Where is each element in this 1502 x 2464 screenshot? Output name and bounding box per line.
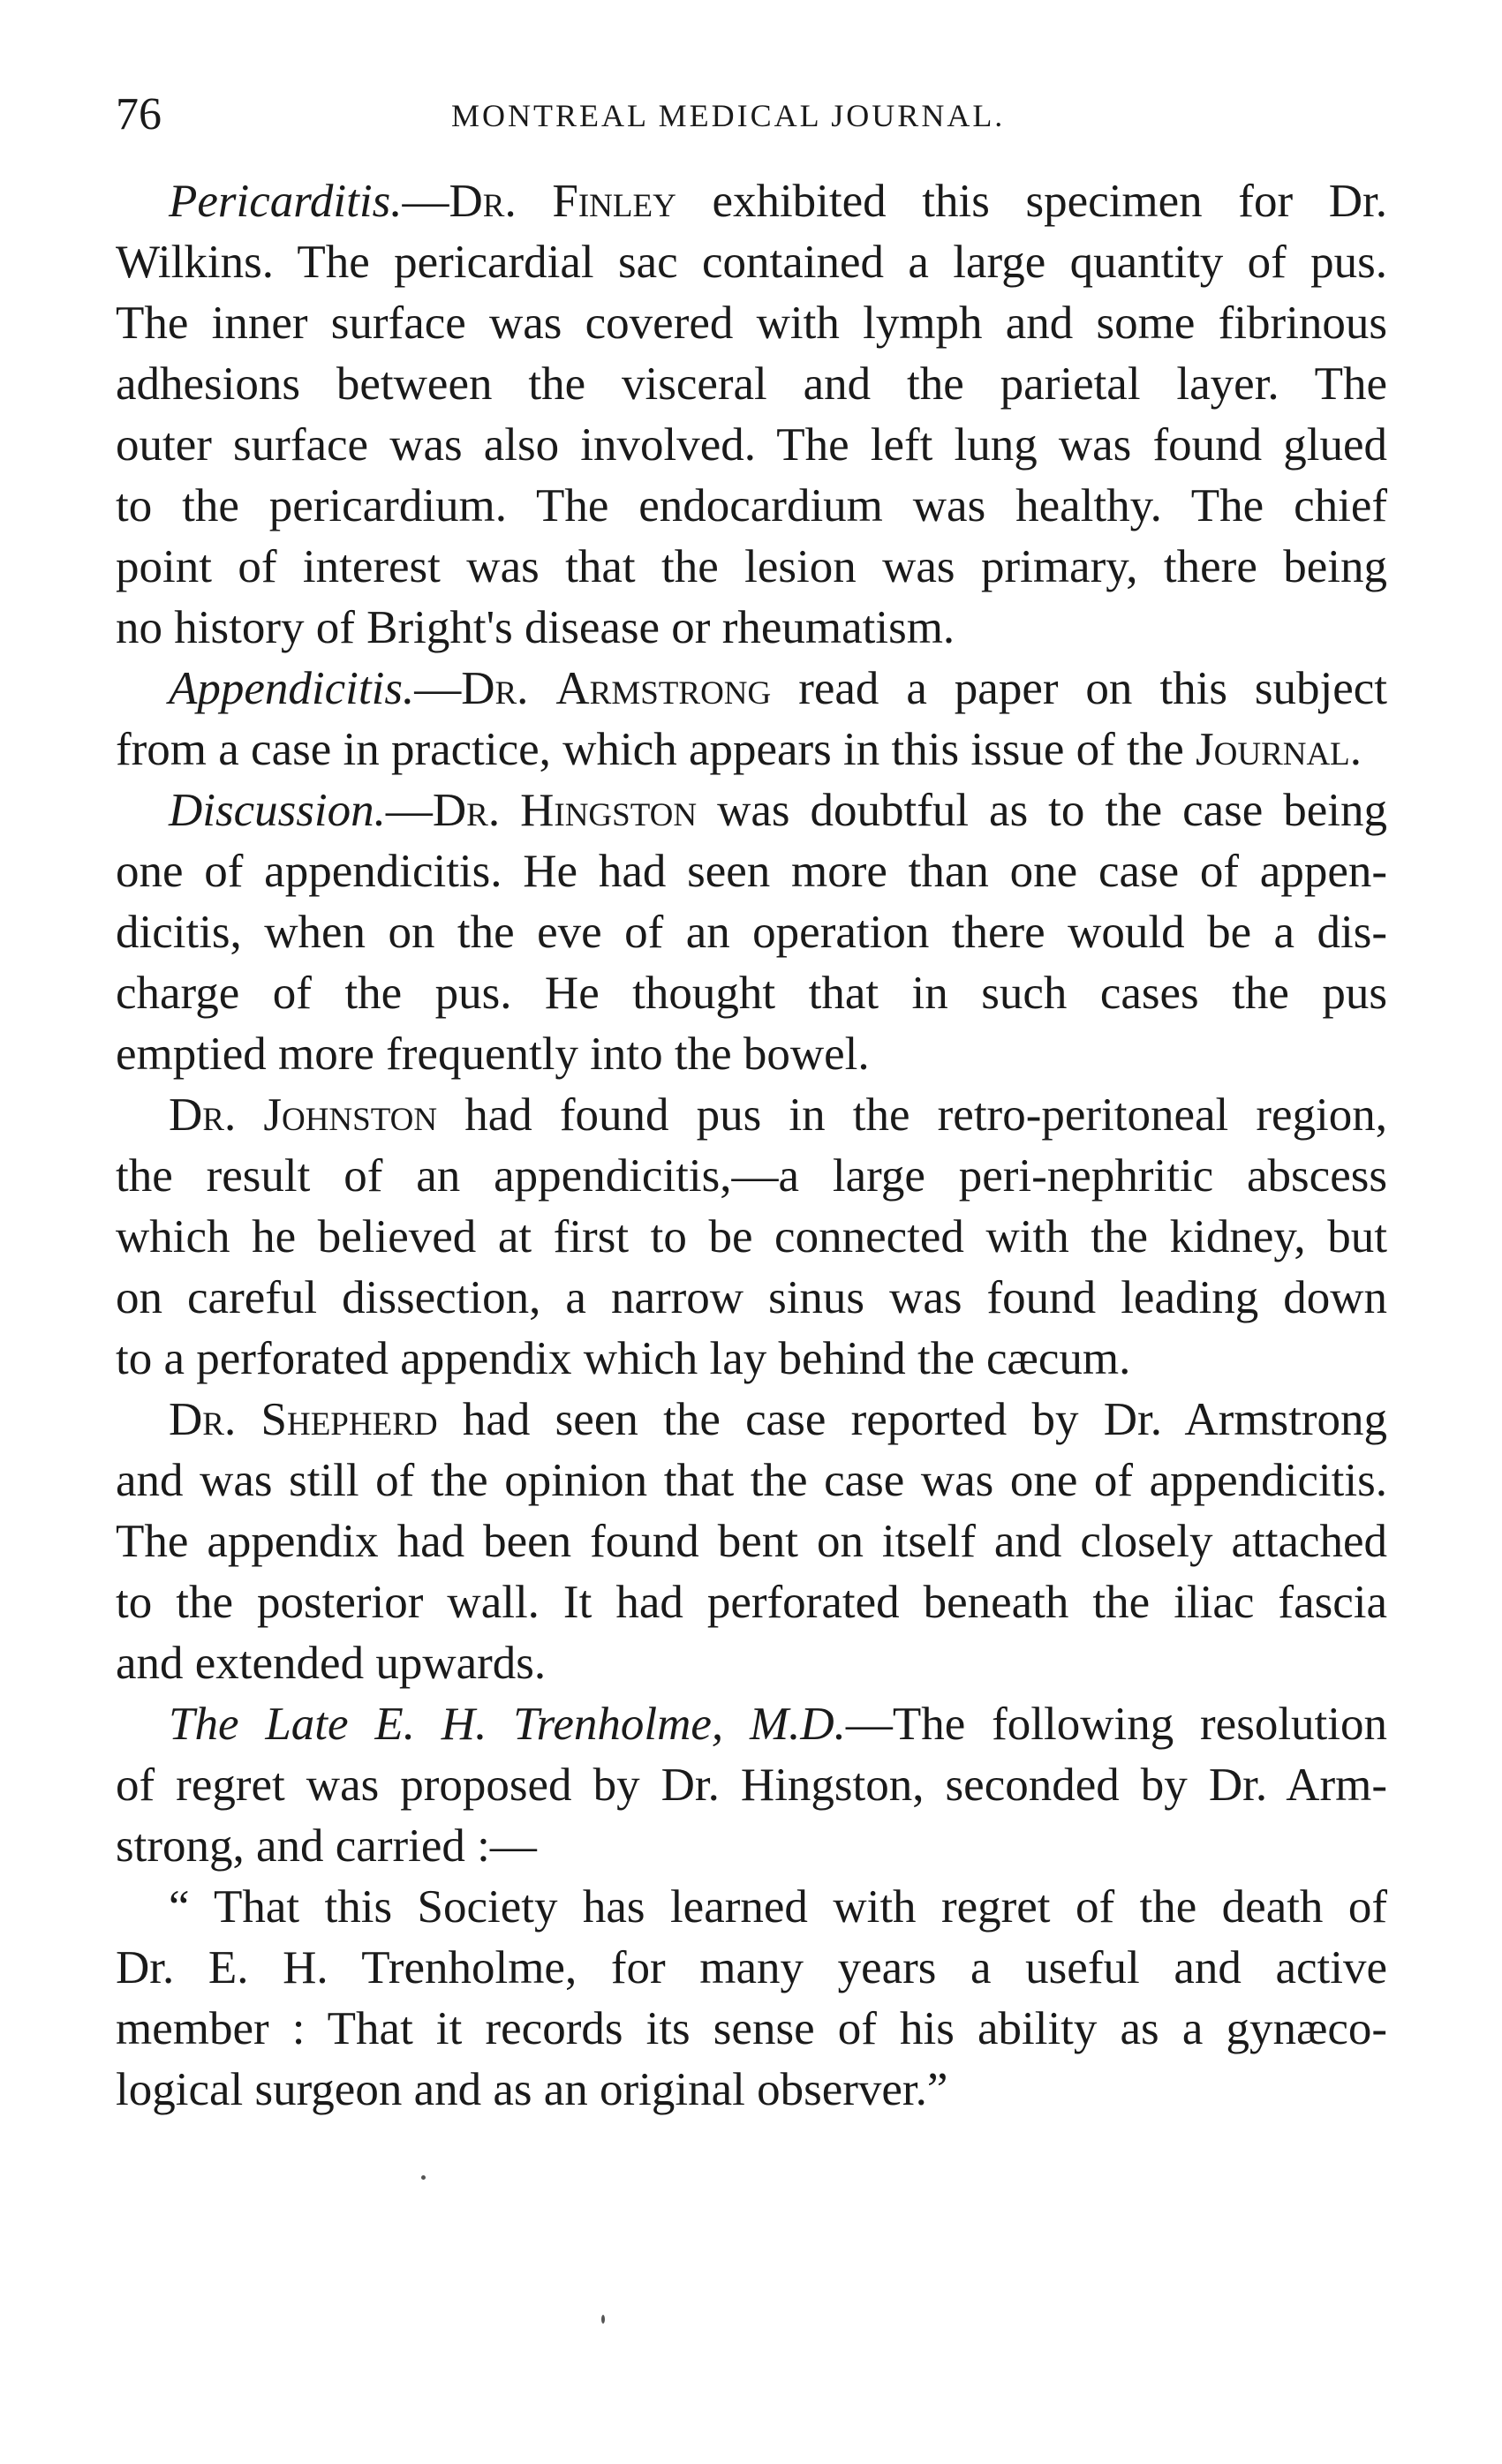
ink-speck bbox=[421, 2175, 426, 2180]
text-line: and extended upwards. bbox=[116, 1638, 547, 1689]
text-line: logical surgeon and as an original observer.” bbox=[116, 2064, 948, 2115]
text-line: the result of an appendicitis,—a large peri-nephritic abscess bbox=[116, 1150, 1387, 1202]
doctor-name-finley: Finley bbox=[552, 176, 676, 227]
page-number: 76 bbox=[116, 89, 162, 139]
text-line: member : That it records its sense of his ability as a gynæco- bbox=[116, 2003, 1387, 2054]
doctor-name-hingston: Hingston bbox=[520, 785, 698, 836]
doctor-name-armstrong: Armstrong bbox=[555, 663, 772, 714]
text-line: and was still of the opinion that the case was one of appendicitis. bbox=[116, 1455, 1387, 1506]
text-run: was doubtful as to the case being bbox=[697, 785, 1387, 836]
doctor-title: Dr. bbox=[169, 1089, 237, 1141]
text-line: of regret was proposed by Dr. Hingston, seconded by Dr. Arm- bbox=[116, 1759, 1387, 1811]
doctor-title: Dr. bbox=[461, 663, 529, 714]
text-line: strong, and carried :— bbox=[116, 1820, 537, 1872]
text-run: from a case in practice, which appears in this issue of the bbox=[116, 724, 1196, 775]
text-line: point of interest was that the lesion was primary, there being bbox=[116, 541, 1387, 592]
text-line: which he believed at first to be connected with the kidney, but bbox=[116, 1211, 1387, 1262]
text-line: dicitis, when on the eve of an operation there would be a dis- bbox=[116, 907, 1387, 958]
section-title-pericarditis: Pericarditis. bbox=[169, 176, 403, 227]
text-run: had seen the case reported by Dr. Armstrong bbox=[437, 1394, 1387, 1445]
text-run: had found pus in the retro-peritoneal region, bbox=[437, 1089, 1387, 1141]
text-line: The appendix had been found bent on itself and closely attached bbox=[116, 1516, 1387, 1567]
text-run: read a paper on this subject bbox=[771, 663, 1387, 714]
paragraph-discussion-line bbox=[116, 780, 1387, 841]
text-line: The inner surface was covered with lymph and some fibrinous bbox=[116, 298, 1387, 349]
paragraph-trenholme-line bbox=[116, 1694, 1387, 1755]
text-line: charge of the pus. He thought that in such cases the pus bbox=[116, 968, 1387, 1019]
paragraph-pericarditis-line bbox=[116, 171, 1387, 232]
text-line bbox=[116, 720, 1387, 780]
dash: — bbox=[402, 176, 449, 227]
section-title-discussion: Discussion. bbox=[169, 785, 386, 836]
resolution-quote-line: “ That this Society has learned with regret of the death of bbox=[169, 1881, 1387, 1933]
text-line: emptied more frequently into the bowel. bbox=[116, 1029, 870, 1080]
text-line: adhesions between the visceral and the parietal layer. The bbox=[116, 358, 1387, 410]
paragraph-shepherd-line bbox=[116, 1390, 1387, 1451]
paragraph-johnston-line bbox=[116, 1085, 1387, 1146]
text-line: Dr. E. H. Trenholme, for many years a useful and active bbox=[116, 1942, 1387, 1993]
text-run: exhibited this specimen for Dr. bbox=[676, 176, 1387, 227]
text-line: to the posterior wall. It had perforated beneath the iliac fascia bbox=[116, 1577, 1387, 1628]
text-line: to a perforated appendix which lay behind the cæcum. bbox=[116, 1333, 1131, 1384]
section-title-trenholme: The Late E. H. Trenholme, M.D. bbox=[169, 1699, 846, 1750]
text-line: outer surface was also involved. The left lung was found glued bbox=[116, 419, 1387, 471]
doctor-name-johnston: Johnston bbox=[263, 1089, 438, 1141]
journal-name: Journal. bbox=[1196, 724, 1362, 775]
ink-speck bbox=[601, 2315, 605, 2324]
text-line: no history of Bright's disease or rheumatism. bbox=[116, 602, 955, 653]
doctor-title: Dr. bbox=[449, 176, 517, 227]
dash: — bbox=[414, 663, 462, 714]
text-run: —The following resolution bbox=[845, 1699, 1387, 1750]
section-title-appendicitis: Appendicitis. bbox=[169, 663, 415, 714]
text-line: Wilkins. The pericardial sac contained a large quantity of pus. bbox=[116, 237, 1387, 288]
page-header bbox=[116, 88, 1387, 141]
article-body bbox=[116, 171, 1387, 2121]
text-line: on careful dissection, a narrow sinus was found leading down bbox=[116, 1272, 1387, 1323]
text-line: to the pericardium. The endocardium was healthy. The chief bbox=[116, 480, 1387, 531]
text-line: one of appendicitis. He had seen more than one case of appen- bbox=[116, 846, 1387, 897]
doctor-name-shepherd: Shepherd bbox=[260, 1394, 438, 1445]
paragraph-appendicitis-line bbox=[116, 659, 1387, 720]
doctor-title: Dr. bbox=[169, 1394, 237, 1445]
dash: — bbox=[385, 785, 433, 836]
doctor-title: Dr. bbox=[432, 785, 501, 836]
running-head: MONTREAL MEDICAL JOURNAL. bbox=[451, 98, 1006, 133]
